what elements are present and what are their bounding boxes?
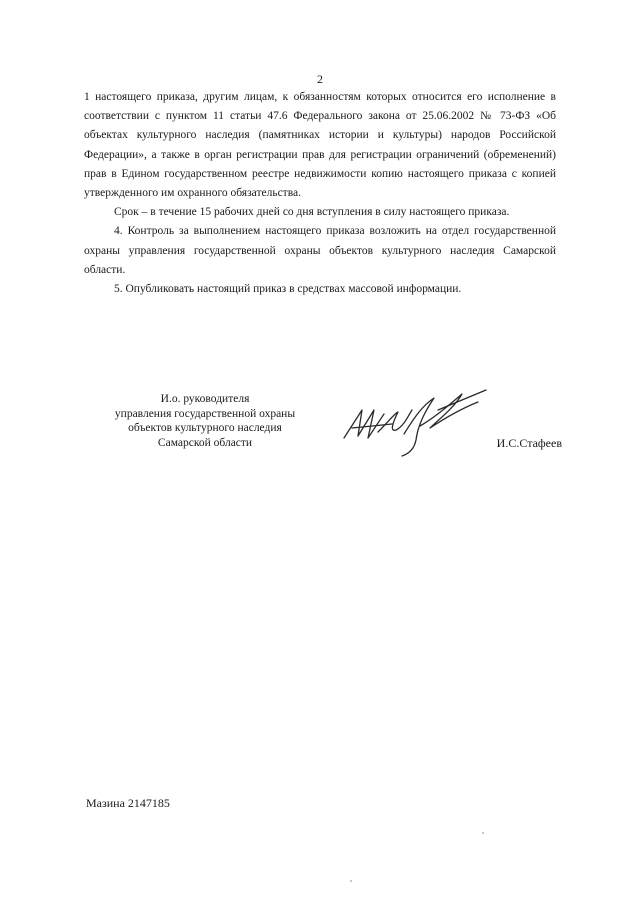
signatory-position-line: И.о. руководителя (160, 393, 250, 405)
paragraph-deadline: Срок – в течение 15 рабочих дней со дня вступления в силу настоящего приказа. (114, 206, 510, 219)
executor-code: Мазина 2147185 (86, 796, 170, 810)
handwritten-signature (338, 380, 488, 458)
document-body (84, 88, 556, 299)
scan-speck (482, 832, 484, 834)
scan-speck (350, 880, 352, 882)
signatory-position (100, 392, 310, 450)
paragraph-item-4: 4. Контроль за выполнением настоящего приказа возложить на отдел государственной охраны управления государственной охраны объектов культурного наследия Самарской области. (84, 225, 556, 276)
signatory-position-line: управления государственной охраны (114, 407, 296, 420)
paragraph-item-5: 5. Опубликовать настоящий приказ в средствах массовой информации. (114, 283, 462, 296)
page-number: 2 (317, 72, 323, 86)
paragraph-continuation: 1 настоящего приказа, другим лицам, к обязанностям которых относится его исполнение в соответствии с пунктом 11 статьи 47.6 Федерального закона от 25.06.2002 № 73-ФЗ «Об объектах культурного наследия (памятниках истории и культуры) народов Российской Федерации», а также в орган регистрации прав для регистрации ограничений (обременений) прав в Едином государственном реестре недвижимости копию настоящего приказа с копией утвержденного им охранного обязательства. (84, 91, 556, 200)
signatory-position-line: Самарской области (157, 436, 253, 449)
signer-name: И.С.Стафеев (496, 436, 562, 450)
signatory-position-line: объектов культурного наследия (128, 422, 282, 435)
